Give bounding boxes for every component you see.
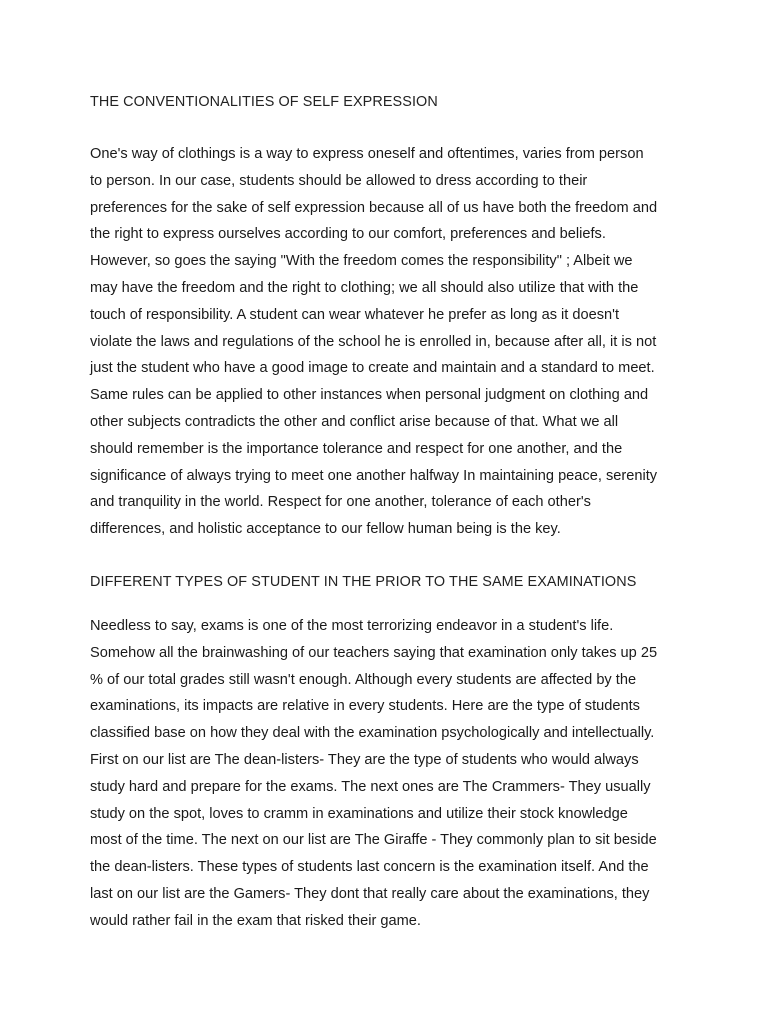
paragraph-line: differences, and holistic acceptance to our fellow human being is the key.	[90, 521, 561, 538]
paragraph-line: Somehow all the brainwashing of our teachers saying that examination only takes up 25	[90, 644, 658, 661]
paragraph-student-types	[90, 613, 690, 935]
paragraph-line: Needless to say, exams is one of the most terrorizing endeavor in a student's life.	[90, 618, 614, 634]
paragraph-line: may have the freedom and the right to clothing; we all should also utilize that with the	[90, 279, 639, 296]
paragraph-line: would rather fail in the exam that risked their game.	[90, 912, 421, 929]
paragraph-line: % of our total grades still wasn't enough. Although every students are affected by the	[90, 671, 637, 688]
paragraph-line: should remember is the importance tolerance and respect for one another, and the	[90, 440, 623, 457]
paragraph-line: touch of responsibility. A student can wear whatever he prefer as long as it doesn't	[90, 306, 620, 323]
paragraph-line: and tranquility in the world. Respect for one another, tolerance of each other's	[90, 494, 591, 511]
paragraph-line: just the student who have a good image to create and maintain and a standard to meet.	[90, 360, 655, 377]
section-heading-student-types: DIFFERENT TYPES OF STUDENT IN THE PRIOR TO THE SAME EXAMINATIONS	[90, 574, 637, 590]
paragraph-line: First on our list are The dean-listers- They are the type of students who would always	[90, 751, 639, 768]
section-heading-self-expression: THE CONVENTIONALITIES OF SELF EXPRESSION	[90, 94, 438, 110]
paragraph-line: study on the spot, loves to cramm in examinations and utilize their stock knowledge	[90, 805, 628, 822]
paragraph-line: the right to express ourselves according to our comfort, preferences and beliefs.	[90, 226, 606, 243]
paragraph-line: to person. In our case, students should be allowed to dress according to their	[90, 172, 588, 189]
paragraph-line: last on our list are the Gamers- They dont that really care about the examinations, they	[90, 885, 650, 902]
paragraph-line: preferences for the sake of self expression because all of us have both the freedom and	[90, 199, 658, 216]
paragraph-line: violate the laws and regulations of the school he is enrolled in, because after all, it is not	[90, 333, 657, 350]
paragraph-line: examinations, its impacts are relative in every students. Here are the type of students	[90, 698, 640, 715]
paragraph-line: study hard and prepare for the exams. The next ones are The Crammers- They usually	[90, 778, 651, 795]
paragraph-line: classified base on how they deal with the examination psychologically and intellectually.	[90, 725, 655, 742]
paragraph-line: most of the time. The next on our list are The Giraffe - They commonly plan to sit beside	[90, 832, 657, 849]
paragraph-line: other subjects contradicts the other and conflict arise because of that. What we all	[90, 413, 619, 430]
paragraph-line: the dean-listers. These types of students last concern is the examination itself. And the	[90, 859, 649, 876]
paragraph-self-expression	[90, 141, 690, 543]
paragraph-line: significance of always trying to meet one another halfway In maintaining peace, serenity	[90, 467, 658, 484]
paragraph-line: One's way of clothings is a way to express oneself and oftentimes, varies from person	[90, 146, 644, 162]
paragraph-line: Same rules can be applied to other instances when personal judgment on clothing and	[90, 387, 649, 404]
paragraph-line: However, so goes the saying "With the freedom comes the responsibility" ; Albeit we	[90, 253, 633, 270]
